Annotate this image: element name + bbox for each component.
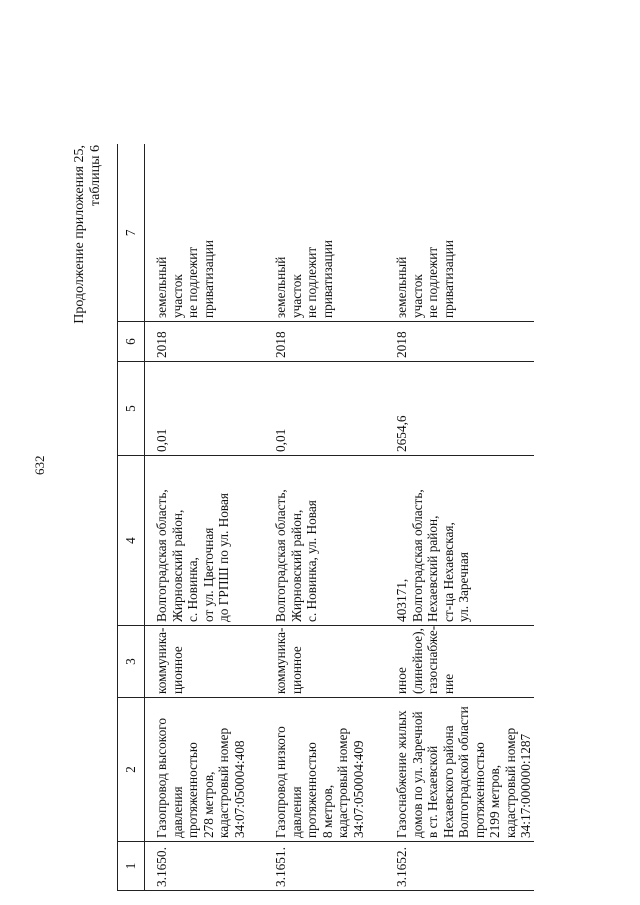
column-header: 5 <box>118 362 145 456</box>
object-year: 2018 <box>385 322 534 362</box>
heading-line-1: Продолжение приложения 25, <box>72 145 87 324</box>
object-note: земельный участок не подлежит приватизации <box>273 240 335 318</box>
object-name: Газоснабжение жилых домов по ул. Заречной в ст. Нехаевской Нехаевского района Волгоградской области протяженностью 2199 метров, кадастровый номер 34:17:000000:1287 <box>385 698 534 842</box>
page-number: 632 <box>32 455 47 475</box>
row-number: 3.1651. <box>264 842 385 891</box>
column-header: 6 <box>118 322 145 362</box>
object-year: 2018 <box>264 322 385 362</box>
object-address: Волгоградская область, Жирновский район, с. Новинка, от ул. Цветочная до ГРПШ по ул. Новая <box>145 456 265 626</box>
object-address: 403171, Волгоградская область, Нехаевский район, ст-ца Нехаевская, ул. Заречная <box>385 456 534 626</box>
table-row <box>145 145 265 891</box>
property-register-table <box>117 145 534 892</box>
heading-line-2: таблицы 6 <box>88 145 103 207</box>
object-address: Волгоградская область, Жирновский район, с. Новинка, ул. Новая <box>264 456 385 626</box>
object-value: 0,01 <box>145 362 265 456</box>
table-row <box>264 145 385 891</box>
column-header: 2 <box>118 698 145 842</box>
object-type: коммуника- ционное <box>264 626 385 698</box>
column-header: 7 <box>118 145 145 322</box>
column-header: 1 <box>118 842 145 891</box>
object-name: Газопровод высокого давления протяженностью 278 метров, кадастровый номер 34:07:050004:408 <box>145 698 265 842</box>
column-number-row <box>118 145 145 891</box>
column-header: 4 <box>118 456 145 626</box>
row-number: 3.1650. <box>145 842 265 891</box>
object-name: Газопровод низкого давления протяженностью 8 метров, кадастровый номер 34:07:050004:409 <box>264 698 385 842</box>
object-type: иное (линейное), газоснабже- ние <box>385 626 534 698</box>
object-note: земельный участок не подлежит приватизации <box>394 240 456 318</box>
object-note: земельный участок не подлежит приватизации <box>154 240 216 318</box>
row-number: 3.1652. <box>385 842 534 891</box>
object-value: 2654,6 <box>385 362 534 456</box>
object-type: коммуника- ционное <box>145 626 265 698</box>
object-value: 0,01 <box>264 362 385 456</box>
column-header: 3 <box>118 626 145 698</box>
table-continuation-heading <box>72 145 104 324</box>
object-year: 2018 <box>145 322 265 362</box>
table-row <box>385 145 534 891</box>
